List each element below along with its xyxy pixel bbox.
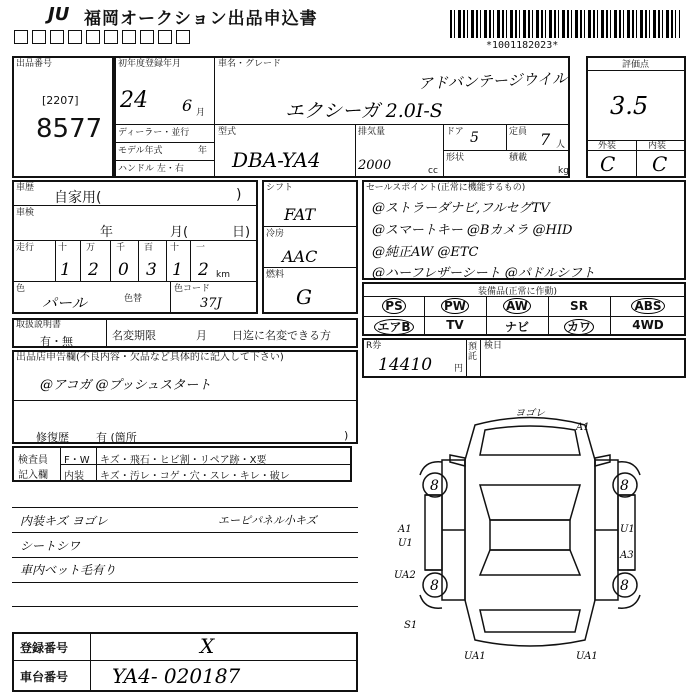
equipment-label: 装備品(正常に作動) — [478, 287, 558, 297]
transfer-label: 日迄に名変できる方 — [232, 329, 331, 342]
doors-value: 5 — [470, 130, 479, 146]
recycle-value: 14410 — [378, 355, 433, 375]
color-code: 37J — [200, 296, 222, 311]
color-tone-label: 色替 — [124, 294, 143, 304]
inspector-fw: F・W — [64, 455, 90, 466]
reg-month-unit: 月 — [196, 108, 206, 118]
svg-text:U1: U1 — [620, 524, 635, 535]
remark-4: エーピパネル小キズ — [218, 514, 317, 527]
reg-label: 初年度登録年月 — [118, 59, 182, 69]
svg-text:8: 8 — [430, 578, 439, 594]
car-name-label: 車名・グレード — [218, 59, 282, 69]
svg-text:U1: U1 — [398, 538, 413, 549]
svg-text:UA1: UA1 — [464, 651, 486, 662]
equip-tv: TV — [446, 318, 464, 332]
svg-text:A1: A1 — [398, 524, 412, 535]
warranty-unit: 月 — [196, 329, 207, 342]
repair-value: 有 (箇所 — [96, 431, 137, 444]
fuel-value: G — [296, 285, 312, 309]
reg-year: 24 — [120, 88, 148, 113]
displacement-unit: cc — [428, 166, 438, 176]
color-code-label: 色コード — [174, 284, 211, 294]
color-value: パール — [42, 294, 87, 312]
handle-label: ハンドル 左・右 — [118, 164, 184, 174]
inspector-label-1: 検査員 — [18, 455, 48, 466]
notes-label: 出品店申告欄(不良内容・欠品など具体的に記入して下さい) — [16, 352, 284, 363]
registration-value: X — [200, 634, 215, 658]
equip-navi: ナビ — [504, 320, 529, 334]
equip-aw: AW — [487, 299, 547, 313]
car-diagram — [380, 400, 680, 665]
usage-close: ) — [236, 187, 242, 203]
listing-number: 8577 — [36, 114, 103, 144]
remark-3: 車内ベット毛有り — [20, 563, 117, 577]
sales-line-1: @ストラーダナビ,フルセグTV — [372, 201, 550, 216]
sales-line-2: @スマートキー @Bカメラ @HID — [372, 223, 573, 238]
equip-kawa: カワ — [549, 318, 609, 335]
shift-value: FAT — [284, 205, 316, 224]
doors-label: ドア — [446, 127, 464, 137]
capacity-unit: 人 — [556, 140, 566, 150]
displacement-label: 排気量 — [358, 127, 386, 137]
inspector-int-items: キズ・汚レ・コゲ・穴・スレ・キレ・破レ — [100, 471, 290, 482]
sales-line-4: @ハーフレザーシート @パドルシフト — [372, 266, 596, 281]
svg-text:A3: A3 — [620, 550, 634, 561]
model-year-unit: 年 — [198, 146, 208, 156]
car-name: エクシーガ 2.0I-S — [285, 100, 443, 122]
model-code: DBA-YA4 — [232, 148, 321, 172]
inspector-int: 内装 — [64, 471, 84, 482]
interior-label: 内装 — [648, 141, 667, 151]
equip-ps: PS — [364, 299, 424, 313]
load-label: 積載 — [509, 153, 528, 163]
listing-bracket: [2207] — [42, 94, 79, 107]
displacement-value: 2000 — [358, 158, 392, 173]
reg-month: 6 — [182, 96, 193, 115]
equip-4wd: 4WD — [632, 318, 664, 332]
barcode — [450, 10, 680, 38]
inspection-year-unit: 年 — [100, 225, 114, 240]
svg-text:UA1: UA1 — [576, 651, 598, 662]
ac-value: AAC — [282, 247, 318, 266]
svg-text:S1: S1 — [404, 620, 418, 631]
model-label: 型式 — [218, 127, 237, 137]
svg-text:8: 8 — [620, 478, 629, 494]
fuel-label: 燃料 — [266, 270, 285, 280]
equip-abs: ABS — [611, 299, 685, 313]
score-label: 評価点 — [622, 60, 650, 70]
form-title: 福岡オークション出品申込書 — [84, 9, 318, 29]
repair-close: ) — [344, 429, 349, 442]
notes-line: @アコガ @プッシュスタート — [40, 378, 212, 393]
inspector-label-2: 記入欄 — [18, 470, 48, 481]
chassis-label: 車台番号 — [20, 670, 69, 684]
manual-label: 取扱説明書 — [16, 320, 62, 330]
recycle-date-label: 検日 — [484, 341, 503, 351]
interior-grade: C — [652, 152, 668, 176]
model-year-label: モデル年式 — [118, 146, 163, 156]
inspection-label: 車検 — [16, 208, 35, 218]
exterior-label: 外装 — [598, 141, 617, 151]
sales-line-3: @純正AW @ETC — [372, 245, 479, 260]
exterior-grade: C — [600, 152, 616, 176]
shift-label: シフト — [266, 183, 294, 193]
barcode-text: *1001182023* — [486, 40, 559, 51]
ac-label: 冷房 — [266, 229, 285, 239]
dealer-label: ディーラー・並行 — [118, 128, 190, 138]
equip-sr: SR — [570, 299, 588, 313]
repair-label: 修復歴 — [36, 431, 69, 444]
warranty-label: 名変期限 — [112, 329, 156, 342]
svg-text:8: 8 — [620, 578, 629, 594]
mileage-unit: km — [216, 270, 230, 280]
inspection-day-unit: 日) — [232, 225, 251, 240]
load-unit: kg — [558, 166, 569, 176]
svg-text:UA2: UA2 — [394, 570, 416, 581]
shape-label: 形状 — [446, 153, 465, 163]
equip-airbag: エアB — [364, 318, 424, 335]
remark-1: 内装キズ ヨゴレ — [20, 514, 108, 528]
recycle-unit: 円 — [454, 364, 464, 374]
inspection-month-unit: 月( — [170, 225, 189, 240]
registration-label: 登録番号 — [20, 641, 69, 655]
score-value: 3.5 — [610, 92, 649, 120]
inspector-fw-items: キズ・飛石・ヒビ割・リペア跡・X要 — [100, 455, 267, 466]
car-grade: アドバンテージウイル — [417, 69, 568, 93]
usage-label: 車歴 — [16, 183, 35, 193]
capacity-value: 7 — [540, 130, 551, 149]
listing-label: 出品番号 — [16, 59, 53, 69]
sales-label: セールスポイント(正常に機能するもの) — [366, 183, 526, 193]
remark-2: シートシワ — [20, 539, 81, 553]
color-label: 色 — [16, 284, 26, 294]
equip-pw: PW — [425, 299, 485, 313]
chassis-value: YA4- 020187 — [112, 664, 241, 688]
capacity-label: 定員 — [509, 127, 528, 137]
usage-value: 自家用( — [54, 190, 102, 206]
svg-text:8: 8 — [430, 478, 439, 494]
manual-value: 有・無 — [40, 335, 73, 348]
svg-text:A1: A1 — [576, 422, 590, 433]
mileage-label: 走行 — [16, 243, 35, 253]
logo: JU — [48, 4, 70, 25]
recycle-label: R券 — [366, 341, 382, 351]
recycle-cash-label: 預託 — [468, 342, 478, 362]
svg-text:ヨゴレ: ヨゴレ — [515, 408, 545, 419]
